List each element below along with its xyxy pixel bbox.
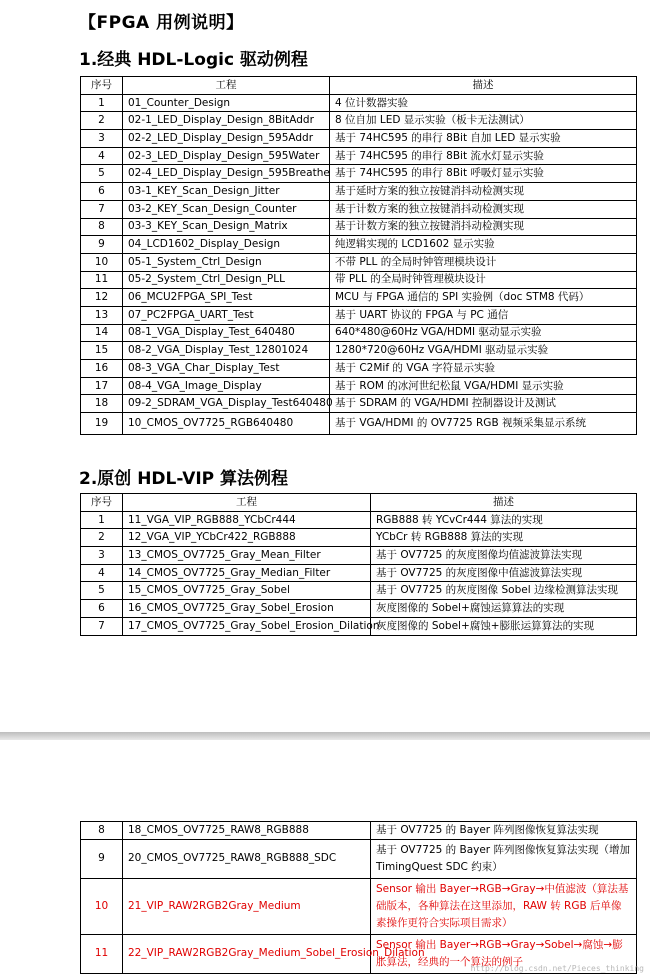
row-number: 1	[81, 511, 123, 529]
table-row	[81, 253, 637, 271]
row-description: 基于 OV7725 的 Bayer 阵列图像恢复算法实现（增加 TimingQuest SDC 约束）	[371, 839, 637, 878]
row-number: 17	[81, 377, 123, 395]
row-number: 11	[81, 934, 123, 973]
row-number: 16	[81, 360, 123, 378]
table-row	[81, 582, 637, 600]
row-number: 10	[81, 253, 123, 271]
row-description: 灰度图像的 Sobel+腐蚀+膨胀运算算法的实现	[371, 617, 637, 635]
row-project: 09-2_SDRAM_VGA_Display_Test640480	[123, 395, 330, 413]
table-row	[81, 130, 637, 148]
row-description: 基于 SDRAM 的 VGA/HDMI 控制器设计及测试	[330, 395, 637, 413]
row-description: 基于 74HC595 的串行 8Bit 自加 LED 显示实验	[330, 130, 637, 148]
table-row	[81, 200, 637, 218]
table-header-row	[81, 494, 637, 512]
header-description: 描述	[330, 77, 637, 95]
row-project: 01_Counter_Design	[123, 94, 330, 112]
row-description: 基于延时方案的独立按键消抖动检测实现	[330, 183, 637, 201]
row-description: 基于 OV7725 的灰度图像中值滤波算法实现	[371, 564, 637, 582]
row-project: 10_CMOS_OV7725_RGB640480	[123, 413, 330, 435]
row-project: 17_CMOS_OV7725_Gray_Sobel_Erosion_Dilation	[123, 617, 371, 635]
row-number: 2	[81, 112, 123, 130]
row-project: 02-3_LED_Display_Design_595Water	[123, 147, 330, 165]
row-description: 基于 VGA/HDMI 的 OV7725 RGB 视频采集显示系统	[330, 413, 637, 435]
row-number: 4	[81, 147, 123, 165]
table-row	[81, 218, 637, 236]
row-number: 10	[81, 878, 123, 934]
table-row	[81, 306, 637, 324]
row-project: 08-2_VGA_Display_Test_12801024	[123, 342, 330, 360]
row-description: 基于 C2Mif 的 VGA 字符显示实验	[330, 360, 637, 378]
table-row	[81, 839, 637, 878]
row-project: 02-4_LED_Display_Design_595Breathe	[123, 165, 330, 183]
table-row	[81, 165, 637, 183]
row-description: 基于 74HC595 的串行 8Bit 流水灯显示实验	[330, 147, 637, 165]
row-description: 基于 74HC595 的串行 8Bit 呼吸灯显示实验	[330, 165, 637, 183]
row-description: MCU 与 FPGA 通信的 SPI 实验例（doc STM8 代码）	[330, 289, 637, 307]
row-project: 08-1_VGA_Display_Test_640480	[123, 324, 330, 342]
row-project: 03-3_KEY_Scan_Design_Matrix	[123, 218, 330, 236]
row-number: 14	[81, 324, 123, 342]
table-row	[81, 617, 637, 635]
row-project: 05-1_System_Ctrl_Design	[123, 253, 330, 271]
row-number: 11	[81, 271, 123, 289]
row-description: Sensor 输出 Bayer→RGB→Gray→中值滤波（算法基础版本，各种算法在这里添加，RAW 转 RGB 后单像素操作更符合实际项目需求）	[371, 878, 637, 934]
header-project: 工程	[123, 494, 371, 512]
document-title: 【FPGA 用例说明】	[79, 13, 244, 33]
hdl-logic-table	[80, 76, 637, 435]
row-number: 8	[81, 822, 123, 840]
row-project: 11_VGA_VIP_RGB888_YCbCr444	[123, 511, 371, 529]
row-project: 02-2_LED_Display_Design_595Addr	[123, 130, 330, 148]
row-project: 08-4_VGA_Image_Display	[123, 377, 330, 395]
table-row	[81, 147, 637, 165]
table-row	[81, 271, 637, 289]
row-number: 12	[81, 289, 123, 307]
row-number: 5	[81, 582, 123, 600]
row-project: 06_MCU2FPGA_SPI_Test	[123, 289, 330, 307]
row-number: 19	[81, 413, 123, 435]
table-header-row	[81, 77, 637, 95]
row-description: 基于 UART 协议的 FPGA 与 PC 通信	[330, 306, 637, 324]
table-row	[81, 395, 637, 413]
row-project: 08-3_VGA_Char_Display_Test	[123, 360, 330, 378]
table-row	[81, 822, 637, 840]
row-description: RGB888 转 YCvCr444 算法的实现	[371, 511, 637, 529]
row-number: 8	[81, 218, 123, 236]
row-description: 带 PLL 的全局时钟管理模块设计	[330, 271, 637, 289]
row-number: 9	[81, 839, 123, 878]
row-number: 3	[81, 547, 123, 565]
row-project: 13_CMOS_OV7725_Gray_Mean_Filter	[123, 547, 371, 565]
table-row	[81, 547, 637, 565]
row-project: 22_VIP_RAW2RGB2Gray_Medium_Sobel_Erosion_Dilation	[123, 934, 371, 973]
row-number: 9	[81, 236, 123, 254]
table-row	[81, 413, 637, 435]
row-project: 05-2_System_Ctrl_Design_PLL	[123, 271, 330, 289]
row-description: 基于计数方案的独立按键消抖动检测实现	[330, 218, 637, 236]
table-row	[81, 94, 637, 112]
header-description: 描述	[371, 494, 637, 512]
table-row	[81, 236, 637, 254]
watermark-url: http://blog.csdn.net/Pieces_thinking	[470, 964, 644, 973]
row-description: 8 位自加 LED 显示实验（板卡无法测试）	[330, 112, 637, 130]
row-description: 640*480@60Hz VGA/HDMI 驱动显示实验	[330, 324, 637, 342]
row-description: 1280*720@60Hz VGA/HDMI 驱动显示实验	[330, 342, 637, 360]
row-description: 基于 OV7725 的 Bayer 阵列图像恢复算法实现	[371, 822, 637, 840]
table-row	[81, 377, 637, 395]
row-number: 4	[81, 564, 123, 582]
row-number: 7	[81, 617, 123, 635]
row-project: 21_VIP_RAW2RGB2Gray_Medium	[123, 878, 371, 934]
row-number: 13	[81, 306, 123, 324]
row-description: 4 位计数器实验	[330, 94, 637, 112]
row-project: 14_CMOS_OV7725_Gray_Median_Filter	[123, 564, 371, 582]
table-row	[81, 529, 637, 547]
table-row	[81, 112, 637, 130]
header-no: 序号	[81, 77, 123, 95]
row-project: 02-1_LED_Display_Design_8BitAddr	[123, 112, 330, 130]
row-number: 7	[81, 200, 123, 218]
table-row	[81, 360, 637, 378]
table-row	[81, 324, 637, 342]
row-description: 灰度图像的 Sobel+腐蚀运算算法的实现	[371, 600, 637, 618]
row-description: YCbCr 转 RGB888 算法的实现	[371, 529, 637, 547]
row-description: 不带 PLL 的全局时钟管理模块设计	[330, 253, 637, 271]
header-no: 序号	[81, 494, 123, 512]
row-number: 1	[81, 94, 123, 112]
table-row	[81, 511, 637, 529]
row-number: 3	[81, 130, 123, 148]
row-project: 18_CMOS_OV7725_RAW8_RGB888	[123, 822, 371, 840]
hdl-vip-table	[80, 493, 637, 636]
table-row	[81, 342, 637, 360]
table-row	[81, 183, 637, 201]
row-project: 03-1_KEY_Scan_Design_Jitter	[123, 183, 330, 201]
row-project: 20_CMOS_OV7725_RAW8_RGB888_SDC	[123, 839, 371, 878]
row-description: Sensor 输出 Bayer→RGB→Gray→Sobel→腐蚀→膨胀算法，经典的一个算法的例子	[371, 934, 637, 973]
page-separator	[0, 732, 650, 740]
row-description: 基于 OV7725 的灰度图像 Sobel 边缘检测算法实现	[371, 582, 637, 600]
row-project: 04_LCD1602_Display_Design	[123, 236, 330, 254]
row-number: 18	[81, 395, 123, 413]
row-project: 15_CMOS_OV7725_Gray_Sobel	[123, 582, 371, 600]
table-row	[81, 564, 637, 582]
row-number: 5	[81, 165, 123, 183]
row-project: 16_CMOS_OV7725_Gray_Sobel_Erosion	[123, 600, 371, 618]
row-project: 03-2_KEY_Scan_Design_Counter	[123, 200, 330, 218]
row-description: 纯逻辑实现的 LCD1602 显示实验	[330, 236, 637, 254]
row-project: 07_PC2FPGA_UART_Test	[123, 306, 330, 324]
row-project: 12_VGA_VIP_YCbCr422_RGB888	[123, 529, 371, 547]
table-row	[81, 878, 637, 934]
row-description: 基于计数方案的独立按键消抖动检测实现	[330, 200, 637, 218]
section-1-heading: 1.经典 HDL-Logic 驱动例程	[79, 50, 308, 70]
row-number: 2	[81, 529, 123, 547]
hdl-vip-table-continued	[80, 821, 637, 974]
table-row	[81, 289, 637, 307]
section-2-heading: 2.原创 HDL-VIP 算法例程	[79, 469, 289, 489]
row-description: 基于 OV7725 的灰度图像均值滤波算法实现	[371, 547, 637, 565]
row-description: 基于 ROM 的冰河世纪松鼠 VGA/HDMI 显示实验	[330, 377, 637, 395]
header-project: 工程	[123, 77, 330, 95]
table-row	[81, 600, 637, 618]
row-number: 6	[81, 183, 123, 201]
row-number: 6	[81, 600, 123, 618]
row-number: 15	[81, 342, 123, 360]
